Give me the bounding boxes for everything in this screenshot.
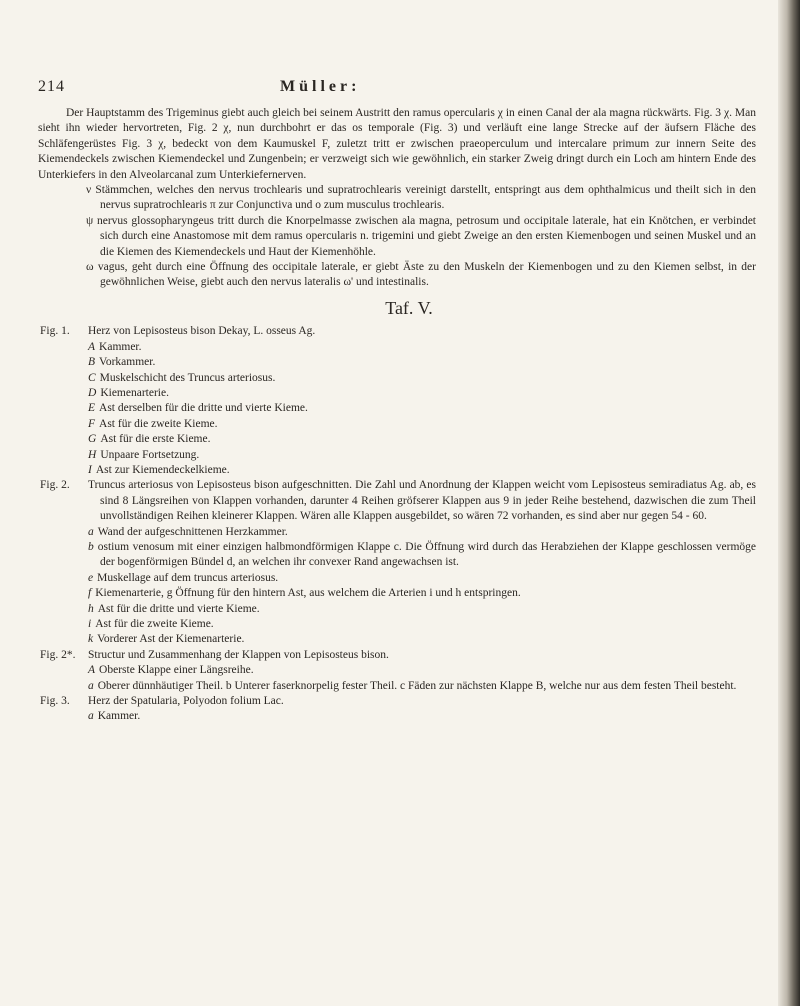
figure-title: Structur und Zusammenhang der Klappen von Lepisosteus bison. bbox=[88, 648, 389, 661]
figure-entry bbox=[38, 324, 756, 478]
legend-text: Ast für die zweite Kieme. bbox=[95, 618, 214, 630]
nerve-note-nu: ν Stämmchen, welches den nervus trochlearis und supratrochlearis vereinigt darstellt, entspringt aus dem ophthalmicus und theilt sich in den nervus supratrochlearis π zur Conjunctiva und ο zum musculus trochlearis. bbox=[86, 184, 756, 212]
intro-paragraph: Der Hauptstamm des Trigeminus giebt auch gleich bei seinem Austritt den ramus opercularis χ in einen Canal der ala magna rückwärts. Fig. 3 χ. Man sieht ihn wieder hervortreten, Fig. 2 χ, nun durchbohrt er das os temporale (Fig. 3) und verläuft eine lange Strecke auf der äufsern Fläche des Schläfengerüstes Fig. 3 χ, bedeckt von dem Kaumuskel F, zuletzt tritt er zwischen praeoperculum und intercalare primum zur innern Seite des Kiemendeckels zwischen Kiemendeckel und Zungenbein; er verzweigt sich wie gewöhnlich, ein starker Zweig dringt durch ein Loch am hintern Ende des Unterkiefers in den Alveolarcanal zum Unterkiefernerven. bbox=[38, 107, 756, 181]
legend-key: k bbox=[88, 633, 94, 646]
figure-label: Fig. 2*. bbox=[40, 648, 76, 661]
figure-title: Herz von Lepisosteus bison Dekay, L. osseus Ag. bbox=[88, 325, 316, 338]
legend-key: E bbox=[88, 402, 96, 415]
legend-text: Kiemenarterie, g Öffnung für den hintern Ast, aus welchem die Arterien i und h entspringen. bbox=[95, 587, 521, 600]
legend-key: B bbox=[88, 356, 96, 369]
figure-label: Fig. 1. bbox=[40, 325, 70, 338]
legend-text: Oberer dünnhäutiger Theil. b Unterer faserknorpelig fester Theil. c Fäden zur nächsten Klappe B, welche nur aus dem festen Theil besteht. bbox=[97, 679, 737, 692]
legend-text: Kiemenarterie. bbox=[100, 386, 169, 399]
legend-text: Muskelschicht des Truncus arteriosus. bbox=[99, 371, 276, 384]
legend-item bbox=[88, 679, 756, 694]
legend-item bbox=[88, 355, 756, 370]
figure-description bbox=[88, 478, 756, 647]
legend-key: e bbox=[88, 571, 94, 584]
legend-key: a bbox=[88, 679, 94, 692]
legend-item bbox=[88, 586, 756, 601]
legend-key: A bbox=[88, 664, 96, 677]
legend-key: G bbox=[88, 433, 97, 446]
legend-key: D bbox=[88, 386, 97, 399]
figure-entry bbox=[38, 694, 756, 725]
legend-text: Oberste Klappe einer Längsreihe. bbox=[99, 664, 254, 677]
figure-entry bbox=[38, 478, 756, 647]
running-head: Müller: bbox=[280, 78, 361, 95]
legend-text: Ast derselben für die dritte und vierte Kieme. bbox=[99, 402, 308, 415]
figure-entry bbox=[38, 648, 756, 694]
legend-text: Vorderer Ast der Kiemenarterie. bbox=[97, 633, 245, 646]
figure-title: Truncus arteriosus von Lepisosteus bison aufgeschnitten. Die Zahl und Anordnung der Klappen weicht vom Lepisosteus semiradiatus Ag. ab, es sind 8 Längsreihen von Klappen vorhanden, darunter 4 Reihen gröfserer Klappen aus 9 in jeder Reihe bestehend, dazwischen die zum Theil unvollständigen Reihen kleinerer Klappen. Wären alle Klappen ausgebildet, so wären 72 vorhanden, es sind aber nur gegen 54 - 60. bbox=[88, 479, 756, 523]
legend-item bbox=[88, 571, 756, 586]
legend-text: Ast für die zweite Kieme. bbox=[99, 417, 218, 430]
legend-key: a bbox=[88, 525, 94, 538]
legend-key: h bbox=[88, 602, 94, 615]
legend-item bbox=[88, 602, 756, 617]
legend-key: I bbox=[88, 463, 92, 476]
legend-item bbox=[88, 432, 756, 447]
legend-text: Ast für die erste Kieme. bbox=[100, 433, 211, 446]
legend-key: i bbox=[88, 618, 92, 630]
legend-text: Kammer. bbox=[97, 710, 141, 723]
legend-text: Vorkammer. bbox=[99, 356, 156, 369]
legend-item bbox=[88, 617, 756, 632]
page-body bbox=[38, 106, 756, 725]
nerve-note-psi: ψ nervus glossopharyngeus tritt durch die Knorpelmasse zwischen ala magna, petrosum und occipitale laterale, hat ein Knötchen, er verbindet sich durch eine Anastomose mit dem ramus opercularis n. trigemini und giebt Zweige an den ersten Kiemenbogen und seinen Muskel und an die Kiemen des Kiemendeckels und Haut der Kiemenhöhle. bbox=[86, 214, 756, 258]
legend-item bbox=[88, 371, 756, 386]
legend-item bbox=[88, 340, 756, 355]
legend-key: a bbox=[88, 710, 94, 723]
figure-label: Fig. 2. bbox=[40, 479, 70, 492]
figure-description bbox=[88, 324, 756, 478]
legend-item bbox=[88, 632, 756, 647]
legend-key: f bbox=[88, 587, 92, 600]
legend-text: Kammer. bbox=[99, 340, 142, 353]
legend-item bbox=[88, 463, 756, 478]
figure-description bbox=[88, 694, 756, 725]
legend-key: b bbox=[88, 540, 94, 553]
legend-key: H bbox=[88, 448, 97, 461]
figure-title: Herz der Spatularia, Polyodon folium Lac. bbox=[88, 695, 284, 708]
page-number: 214 bbox=[38, 78, 65, 95]
legend-key: F bbox=[88, 417, 96, 430]
figure-description bbox=[88, 648, 756, 694]
legend-item bbox=[88, 448, 756, 463]
legend-text: Ast zur Kiemendeckelkieme. bbox=[95, 463, 230, 476]
legend-item bbox=[88, 386, 756, 401]
page-header bbox=[38, 78, 758, 98]
legend-item bbox=[88, 417, 756, 432]
legend-item bbox=[88, 525, 756, 540]
nerve-note-omega: ω vagus, geht durch eine Öffnung des occipitale laterale, er giebt Äste zu den Muskeln der Kiemenbogen und zu den Kiemen selbst, in der gewöhnlichen Weise, giebt auch den nervus lateralis ω' und intestinalis. bbox=[86, 261, 756, 289]
legend-key: C bbox=[88, 371, 96, 384]
legend-key: A bbox=[88, 340, 96, 353]
legend-text: Wand der aufgeschnittenen Herzkammer. bbox=[97, 525, 288, 538]
book-binding-edge bbox=[778, 0, 800, 1006]
legend-text: Ast für die dritte und vierte Kieme. bbox=[97, 602, 260, 615]
legend-text: Muskellage auf dem truncus arteriosus. bbox=[97, 571, 279, 584]
legend-item bbox=[88, 709, 756, 724]
legend-item bbox=[88, 401, 756, 416]
legend-item bbox=[88, 663, 756, 678]
plate-title: Taf. V. bbox=[385, 297, 433, 318]
legend-text: ostium venosum mit einer einzigen halbmondförmigen Klappe c. Die Öffnung wird durch das Herabziehen der Klappe geschlossen vermöge der bogenförmigen Bündel d, an welchen ihr convexer Rand angewachsen ist. bbox=[97, 540, 756, 569]
legend-text: Unpaare Fortsetzung. bbox=[100, 448, 200, 461]
legend-item bbox=[88, 540, 756, 571]
figure-label: Fig. 3. bbox=[40, 695, 70, 708]
